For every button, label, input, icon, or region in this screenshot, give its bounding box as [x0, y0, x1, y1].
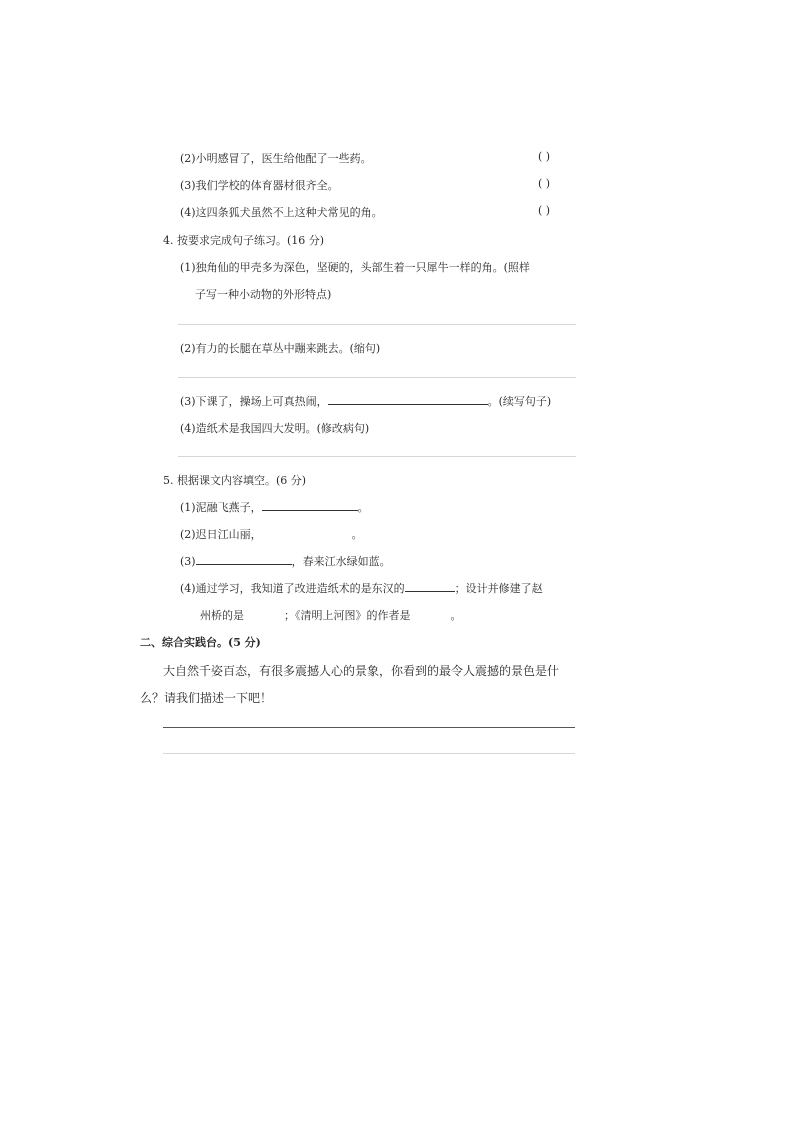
q4-item-2: (2)有力的长腿在草丛中蹦来跳去。(缩句): [180, 342, 381, 355]
section-2-answer-line-2[interactable]: [163, 753, 575, 754]
q5-item-3-suffix: ，春来江水绿如蓝。: [291, 555, 391, 568]
q5-item-2-prefix: (2)迟日江山丽，: [180, 528, 262, 541]
section-2-heading: 二、综合实践台。(5 分): [140, 636, 261, 649]
q5-item-3: [180, 553, 391, 569]
q4-item-3: [180, 393, 551, 409]
section-2-body-line-2: 么？请我们描述一下吧！: [140, 691, 273, 705]
q5-item-3-prefix: (3): [180, 555, 196, 568]
q4-item-1-answer-line[interactable]: [178, 324, 576, 325]
q5-item-2: [180, 526, 363, 542]
q5-item-3-blank[interactable]: [196, 553, 292, 565]
q5-item-4-line-2: [200, 607, 462, 623]
q5-item-4-prefix: (4)通过学习，我知道了改进造纸术的是东汉的: [180, 582, 405, 595]
q5-item-1: [180, 499, 369, 515]
q5-heading: 5. 根据课文内容填空。(6 分): [163, 474, 307, 487]
q4-item-4: (4)造纸术是我国四大发明。(修改病句): [180, 422, 370, 435]
q5-item-1-blank[interactable]: [262, 499, 358, 511]
q5-item-1-suffix: 。: [357, 501, 369, 514]
q4-item-3-prefix: (3)下课了，操场上可真热闹，: [180, 395, 328, 408]
q5-item-4-mid: ；设计并修建了赵: [454, 582, 543, 595]
answer-paren-2[interactable]: ( ): [538, 150, 551, 163]
q4-item-3-suffix: 。(续写句子): [487, 395, 552, 408]
q4-item-3-blank[interactable]: [328, 393, 488, 405]
q3-item-2: (2)小明感冒了，医生给他配了一些药。: [180, 152, 372, 165]
q4-item-1-line-2: 子写一种小动物的外形特点): [195, 288, 332, 301]
q5-item-4-blank-1[interactable]: [405, 580, 455, 592]
q4-item-2-answer-line[interactable]: [178, 377, 576, 378]
q5-item-4-part-b: ；《清明上河图》的作者是: [284, 609, 411, 622]
q5-item-1-prefix: (1)泥融飞燕子，: [180, 501, 262, 514]
section-2-answer-line-1[interactable]: [163, 727, 575, 728]
answer-paren-4[interactable]: ( ): [538, 204, 551, 217]
q5-item-2-suffix: 。: [351, 528, 363, 541]
section-2-body-line-1: 大自然千姿百态，有很多震撼人心的景象，你看到的最令人震撼的景色是什: [163, 664, 560, 678]
q5-item-4-part-c: 。: [450, 609, 462, 622]
q3-item-3: (3)我们学校的体育器材很齐全。: [180, 179, 339, 192]
q4-heading: 4. 按要求完成句子练习。(16 分): [163, 234, 325, 247]
q3-item-4: (4)这四条狐犬虽然不上这种犬常见的角。: [180, 206, 383, 219]
answer-paren-3[interactable]: ( ): [538, 177, 551, 190]
q4-item-4-answer-line[interactable]: [178, 456, 576, 457]
q4-item-1-line-1: (1)独角仙的甲壳多为深色，坚硬的，头部生着一只犀牛一样的角。(照样: [180, 261, 530, 274]
q5-item-4-part-a: 州桥的是: [200, 609, 244, 622]
q5-item-4-line-1: [180, 580, 543, 596]
